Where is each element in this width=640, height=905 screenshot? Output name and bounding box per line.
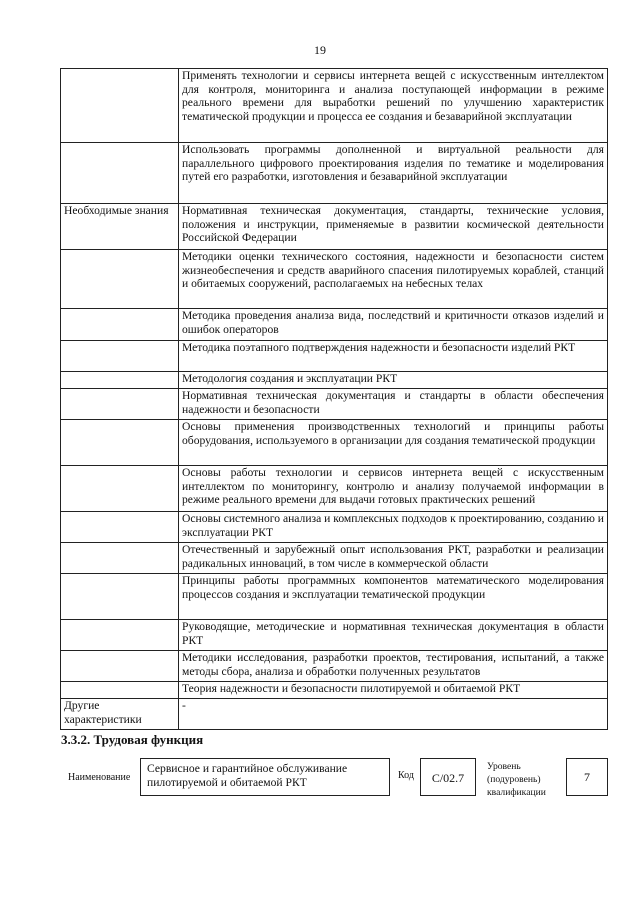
row-label [61, 143, 179, 204]
row-text: Применять технологии и сервисы интернета вещей с искусственным интеллектом для контроля, мониторинга и анализа поступающей информации в режиме реального времени для выработки решений по улучшению характеристик тематической продукции и процесса ее создания и безаварийной эксплуатации [179, 69, 608, 143]
table-row [61, 574, 608, 620]
table-row [61, 309, 608, 341]
row-label [61, 389, 179, 420]
row-text: Основы применения производственных технологий и принципы работы оборудования, используемого в организации для создания тематической продукции [179, 420, 608, 466]
row-text: Руководящие, методические и нормативная техническая документация в области РКТ [179, 620, 608, 651]
row-text: Методика проведения анализа вида, последствий и критичности отказов изделий и ошибок операторов [179, 309, 608, 341]
row-text: Основы работы технологии и сервисов интернета вещей с искусственным интеллектом по мониторингу, контролю и анализу получаемой информации в режиме реального времени для выдачи готовых практических решений [179, 466, 608, 512]
table-row [61, 682, 608, 699]
row-label [61, 466, 179, 512]
row-label [61, 309, 179, 341]
row-text: Использовать программы дополненной и виртуальной реальности для параллельного цифрового проектирования изделия по тематике и моделирования путей его разработки, изготовления и безаварийной эксплуатации [179, 143, 608, 204]
code-label: Код [398, 770, 414, 781]
row-label [61, 372, 179, 389]
name-label: Наименование [68, 772, 131, 783]
row-text: Принципы работы программных компонентов математического моделирования процессов создания и эксплуатации тематической продукции [179, 574, 608, 620]
table-row [61, 512, 608, 543]
level-label-line: (подуровень) [487, 774, 541, 785]
row-text: Методики оценки технического состояния, надежности и безопасности систем жизнеобеспечения и средств аварийного спасения пилотируемых кораблей, станций и обитаемых сооружений, располагаемых на небесных телах [179, 250, 608, 309]
row-label [61, 620, 179, 651]
row-label [61, 341, 179, 372]
row-label [61, 69, 179, 143]
table-row [61, 420, 608, 466]
table-row [61, 389, 608, 420]
table-row [61, 699, 608, 730]
table-row [61, 543, 608, 574]
table-row [61, 143, 608, 204]
code-value-box: C/02.7 [420, 758, 476, 796]
row-text: Нормативная техническая документация и стандарты в области обеспечения надежности и безопасности [179, 389, 608, 420]
table-row [61, 69, 608, 143]
table-row [61, 341, 608, 372]
table-row [61, 372, 608, 389]
row-label [61, 543, 179, 574]
table-row [61, 466, 608, 512]
row-text: Нормативная техническая документация, стандарты, технические условия, положения и инструкции, применяемые в развитии космической деятельности Российской Федерации [179, 204, 608, 250]
table-row [61, 204, 608, 250]
name-value-box: Сервисное и гарантийное обслуживание пилотируемой и обитаемой РКТ [140, 758, 390, 796]
row-label [61, 651, 179, 682]
level-value-box: 7 [566, 758, 608, 796]
row-label [61, 420, 179, 466]
table-row [61, 250, 608, 309]
level-label-line: квалификации [487, 787, 546, 798]
row-text: Методология создания и эксплуатации РКТ [179, 372, 608, 389]
row-label-other-characteristics: Другие характеристики [61, 699, 179, 730]
table-row [61, 651, 608, 682]
row-label [61, 512, 179, 543]
row-text: Отечественный и зарубежный опыт использования РКТ, разработки и реализации радикальных инноваций, в том числе в коммерческой области [179, 543, 608, 574]
row-text: - [179, 699, 608, 730]
row-label [61, 682, 179, 699]
row-text: Теория надежности и безопасности пилотируемой и обитаемой РКТ [179, 682, 608, 699]
table-row [61, 620, 608, 651]
page-number: 19 [314, 43, 326, 57]
knowledge-table [60, 68, 608, 730]
row-label [61, 574, 179, 620]
row-label-necessary-knowledge: Необходимые знания [61, 204, 179, 250]
level-label [487, 760, 546, 799]
level-label-line: Уровень [487, 761, 521, 772]
section-title: 3.3.2. Трудовая функция [61, 732, 204, 747]
row-text: Основы системного анализа и комплексных подходов к проектированию, созданию и эксплуатации РКТ [179, 512, 608, 543]
row-text: Методика поэтапного подтверждения надежности и безопасности изделий РКТ [179, 341, 608, 372]
row-text: Методики исследования, разработки проектов, тестирования, испытаний, а также методы сбора, анализа и обработки полученных результатов [179, 651, 608, 682]
row-label [61, 250, 179, 309]
